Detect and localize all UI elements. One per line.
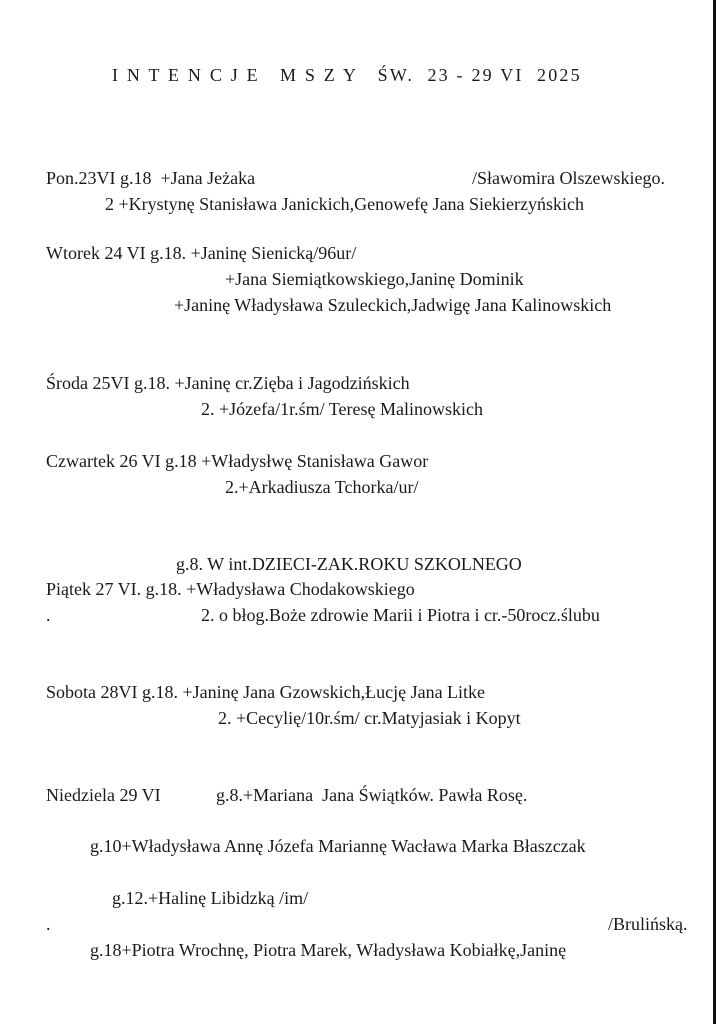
saturday-line-2: 2. +Cecylię/10r.śm/ cr.Matyjasiak i Kopyt [218,708,521,728]
sunday-line-2: g.10+Władysława Annę Józefa Mariannę Wacława Marka Błaszczak [90,836,586,856]
sunday-line-4-dot: . [46,914,51,934]
monday-line-2: 2 +Krystynę Stanisława Janickich,Genowefę Jana Siekierzyńskich [105,194,585,214]
sunday-line-1: g.8.+Mariana Jana Świątków. Pawła Rosę. [216,785,528,805]
friday-line-1: Piątek 27 VI. g.18. +Władysława Chodakowskiego [46,579,415,599]
sunday-line-4-right: /Brulińską. [608,914,688,934]
sunday-line-3: g.12.+Halinę Libidzką /im/ [112,888,309,908]
thursday-line-2: 2.+Arkadiusza Tchorka/ur/ [225,477,419,497]
page-title: I N T E N C J E M S Z Y ŚW. 23 - 29 VI 2025 [112,65,582,85]
friday-morning-line: g.8. W int.DZIECI-ZAK.ROKU SZKOLNEGO [176,554,522,574]
wednesday-line-1: Środa 25VI g.18. +Janinę cr.Zięba i Jagodzińskich [46,373,410,393]
wednesday-line-2: 2. +Józefa/1r.śm/ Teresę Malinowskich [201,399,483,419]
saturday-line-1: Sobota 28VI g.18. +Janinę Jana Gzowskich,Łucję Jana Litke [46,682,486,702]
tuesday-line-3: +Janinę Władysława Szuleckich,Jadwigę Jana Kalinowskich [174,295,612,315]
monday-line-1-right: /Sławomira Olszewskiego. [472,168,665,188]
tuesday-line-2: +Jana Siemiątkowskiego,Janinę Dominik [225,269,524,289]
sunday-line-5: g.18+Piotra Wrochnę, Piotra Marek, Władysława Kobiałkę,Janinę [90,940,567,960]
thursday-line-1: Czwartek 26 VI g.18 +Władysłwę Stanisława Gawor [46,451,429,471]
friday-line-2: 2. o błog.Boże zdrowie Marii i Piotra i cr.-50rocz.ślubu [201,605,600,625]
monday-line-1: Pon.23VI g.18 +Jana Jeżaka [46,168,256,188]
sunday-day-label: Niedziela 29 VI [46,785,161,805]
friday-line-2-dot: . [46,605,51,625]
tuesday-line-1: Wtorek 24 VI g.18. +Janinę Sienicką/96ur/ [46,243,357,263]
